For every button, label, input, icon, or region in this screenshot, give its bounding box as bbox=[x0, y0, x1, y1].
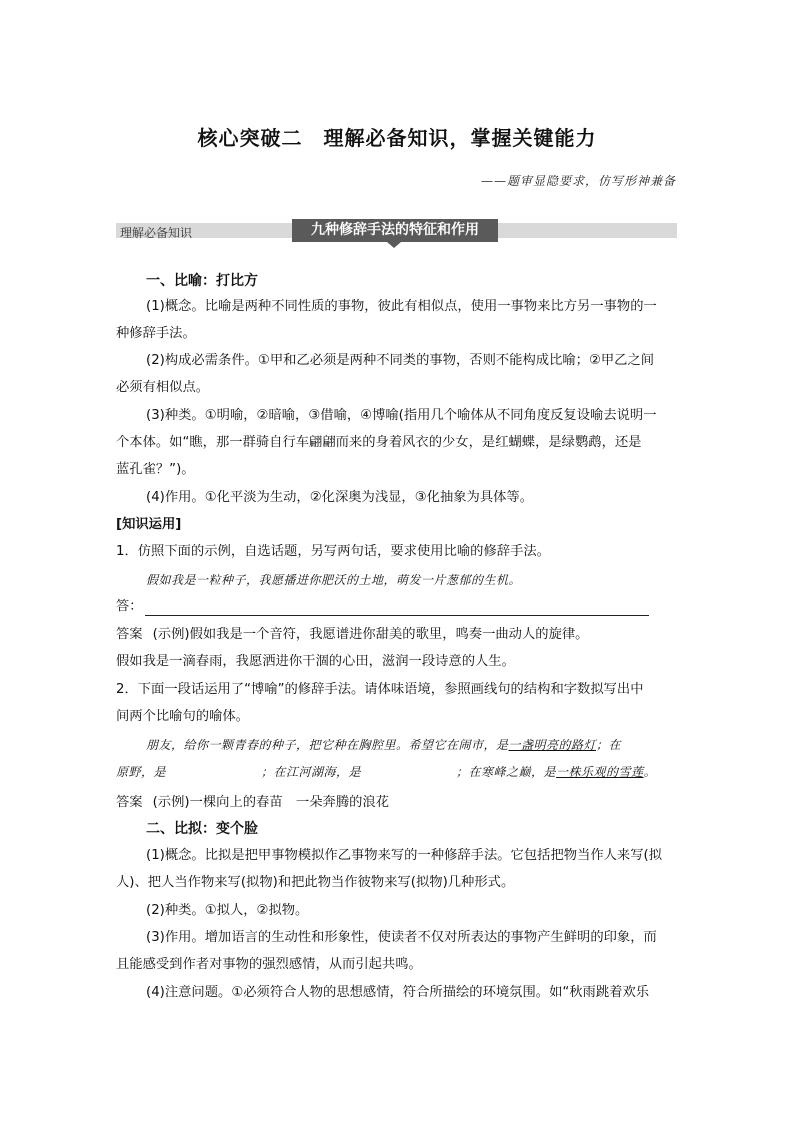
answer-text: (示例)假如我是一个音符，我愿谱进你甜美的歌里，鸣奏一曲动人的旋律。 bbox=[152, 627, 589, 642]
question-2-example-line-2 bbox=[116, 762, 677, 782]
example-text: 。 bbox=[643, 765, 657, 779]
answer-label: 答案 bbox=[116, 627, 143, 642]
paragraph-line: (1)概念。比拟是把甲事物模拟作乙事物来写的一种修辞手法。它包括把物当作人来写(拟 bbox=[146, 848, 663, 863]
answer-blank-line bbox=[145, 615, 649, 616]
paragraph-line: (4)注意问题。①必须符合人物的思想感情，符合所描绘的环境氛围。如“秋雨跳着欢乐 bbox=[146, 985, 650, 1000]
underlined-sentence: 一盏明亮的路灯 bbox=[508, 738, 597, 752]
paragraph-line: 个本体。如“瞧，那一群骑自行车翩翩而来的身着风衣的少女，是红蝴蝶，是绿鹦鹉，还是 bbox=[116, 435, 642, 450]
paragraph-line: (4)作用。①化平淡为生动，②化深奥为浅显，③化抽象为具体等。 bbox=[146, 490, 534, 505]
paragraph-line: 且能感受到作者对事物的强烈感情，从而引起共鸣。 bbox=[116, 957, 422, 972]
section-heading-metaphor: 一、比喻：打比方 bbox=[146, 273, 258, 289]
question-1: 1．仿照下面的示例，自选话题，另写两句话，要求使用比喻的修辞手法。 bbox=[116, 544, 550, 559]
paragraph-line: (3)种类。①明喻，②暗喻，③借喻，④博喻(指用几个喻体从不同角度反复设喻去说明一 bbox=[146, 408, 657, 423]
practice-label: [知识运用] bbox=[116, 517, 182, 532]
paragraph-line: 蓝孔雀？”)。 bbox=[116, 462, 195, 477]
question-2-line-2: 间两个比喻句的喻体。 bbox=[116, 709, 249, 724]
paragraph-line: (2)构成必需条件。①甲和乙必须是两种不同类的事物，否则不能构成比喻；②甲乙之间 bbox=[146, 353, 655, 368]
paragraph-line: 种修辞手法。 bbox=[116, 326, 196, 341]
underlined-sentence: 一株乐观的雪莲 bbox=[556, 765, 644, 779]
question-2-line-1: 2．下面一段话运用了“博喻”的修辞手法。请体味语境，参照画线句的结构和字数拟写出中 bbox=[116, 682, 644, 697]
paragraph-line: 必须有相似点。 bbox=[116, 380, 210, 395]
banner-left-label: 理解必备知识 bbox=[120, 226, 193, 240]
banner-center-label: 九种修辞手法的特征和作用 bbox=[292, 219, 498, 242]
example-text: ；在江河湖海，是 bbox=[261, 765, 362, 779]
page-subtitle: ——题审显隐要求，仿写形神兼备 bbox=[480, 174, 676, 188]
section-heading-personification: 二、比拟：变个脸 bbox=[146, 821, 258, 837]
paragraph-line: 人)、把人当作物来写(拟物)和把此物当作彼物来写(拟物)几种形式。 bbox=[116, 875, 515, 890]
answer-label: 答案 bbox=[116, 795, 143, 810]
paragraph-line: (1)概念。比喻是两种不同性质的事物，彼此有相似点，使用一事物来比方另一事物的一 bbox=[146, 299, 657, 314]
page-title: 核心突破二 理解必备知识，掌握关键能力 bbox=[197, 126, 597, 150]
answer-2 bbox=[116, 793, 677, 813]
example-text: ；在寒峰之巅，是 bbox=[456, 765, 557, 779]
answer-1-line-2: 假如我是一滴春雨，我愿洒进你干涸的心田，滋润一段诗意的人生。 bbox=[116, 654, 515, 669]
answer-prefix: 答： bbox=[116, 599, 143, 614]
paragraph-line: (3)作用。增加语言的生动性和形象性，使读者不仅对所表达的事物产生鲜明的印象，而 bbox=[146, 930, 657, 945]
question-1-example: 假如我是一粒种子，我愿播进你肥沃的土地，萌发一片葱郁的生机。 bbox=[146, 573, 522, 587]
example-text: 朋友，给你一颗青春的种子，把它种在胸腔里。希望它在闹市，是 bbox=[146, 738, 509, 752]
example-text: 原野，是 bbox=[116, 765, 167, 779]
paragraph-line: (2)种类。①拟人，②拟物。 bbox=[146, 903, 309, 918]
example-text: ；在 bbox=[596, 738, 622, 752]
question-2-example-line-1 bbox=[146, 735, 707, 755]
banner-arrow bbox=[387, 242, 401, 248]
answer-text: (示例)一棵向上的春苗 一朵奔腾的浪花 bbox=[152, 795, 390, 810]
answer-1-line-1 bbox=[116, 625, 677, 645]
